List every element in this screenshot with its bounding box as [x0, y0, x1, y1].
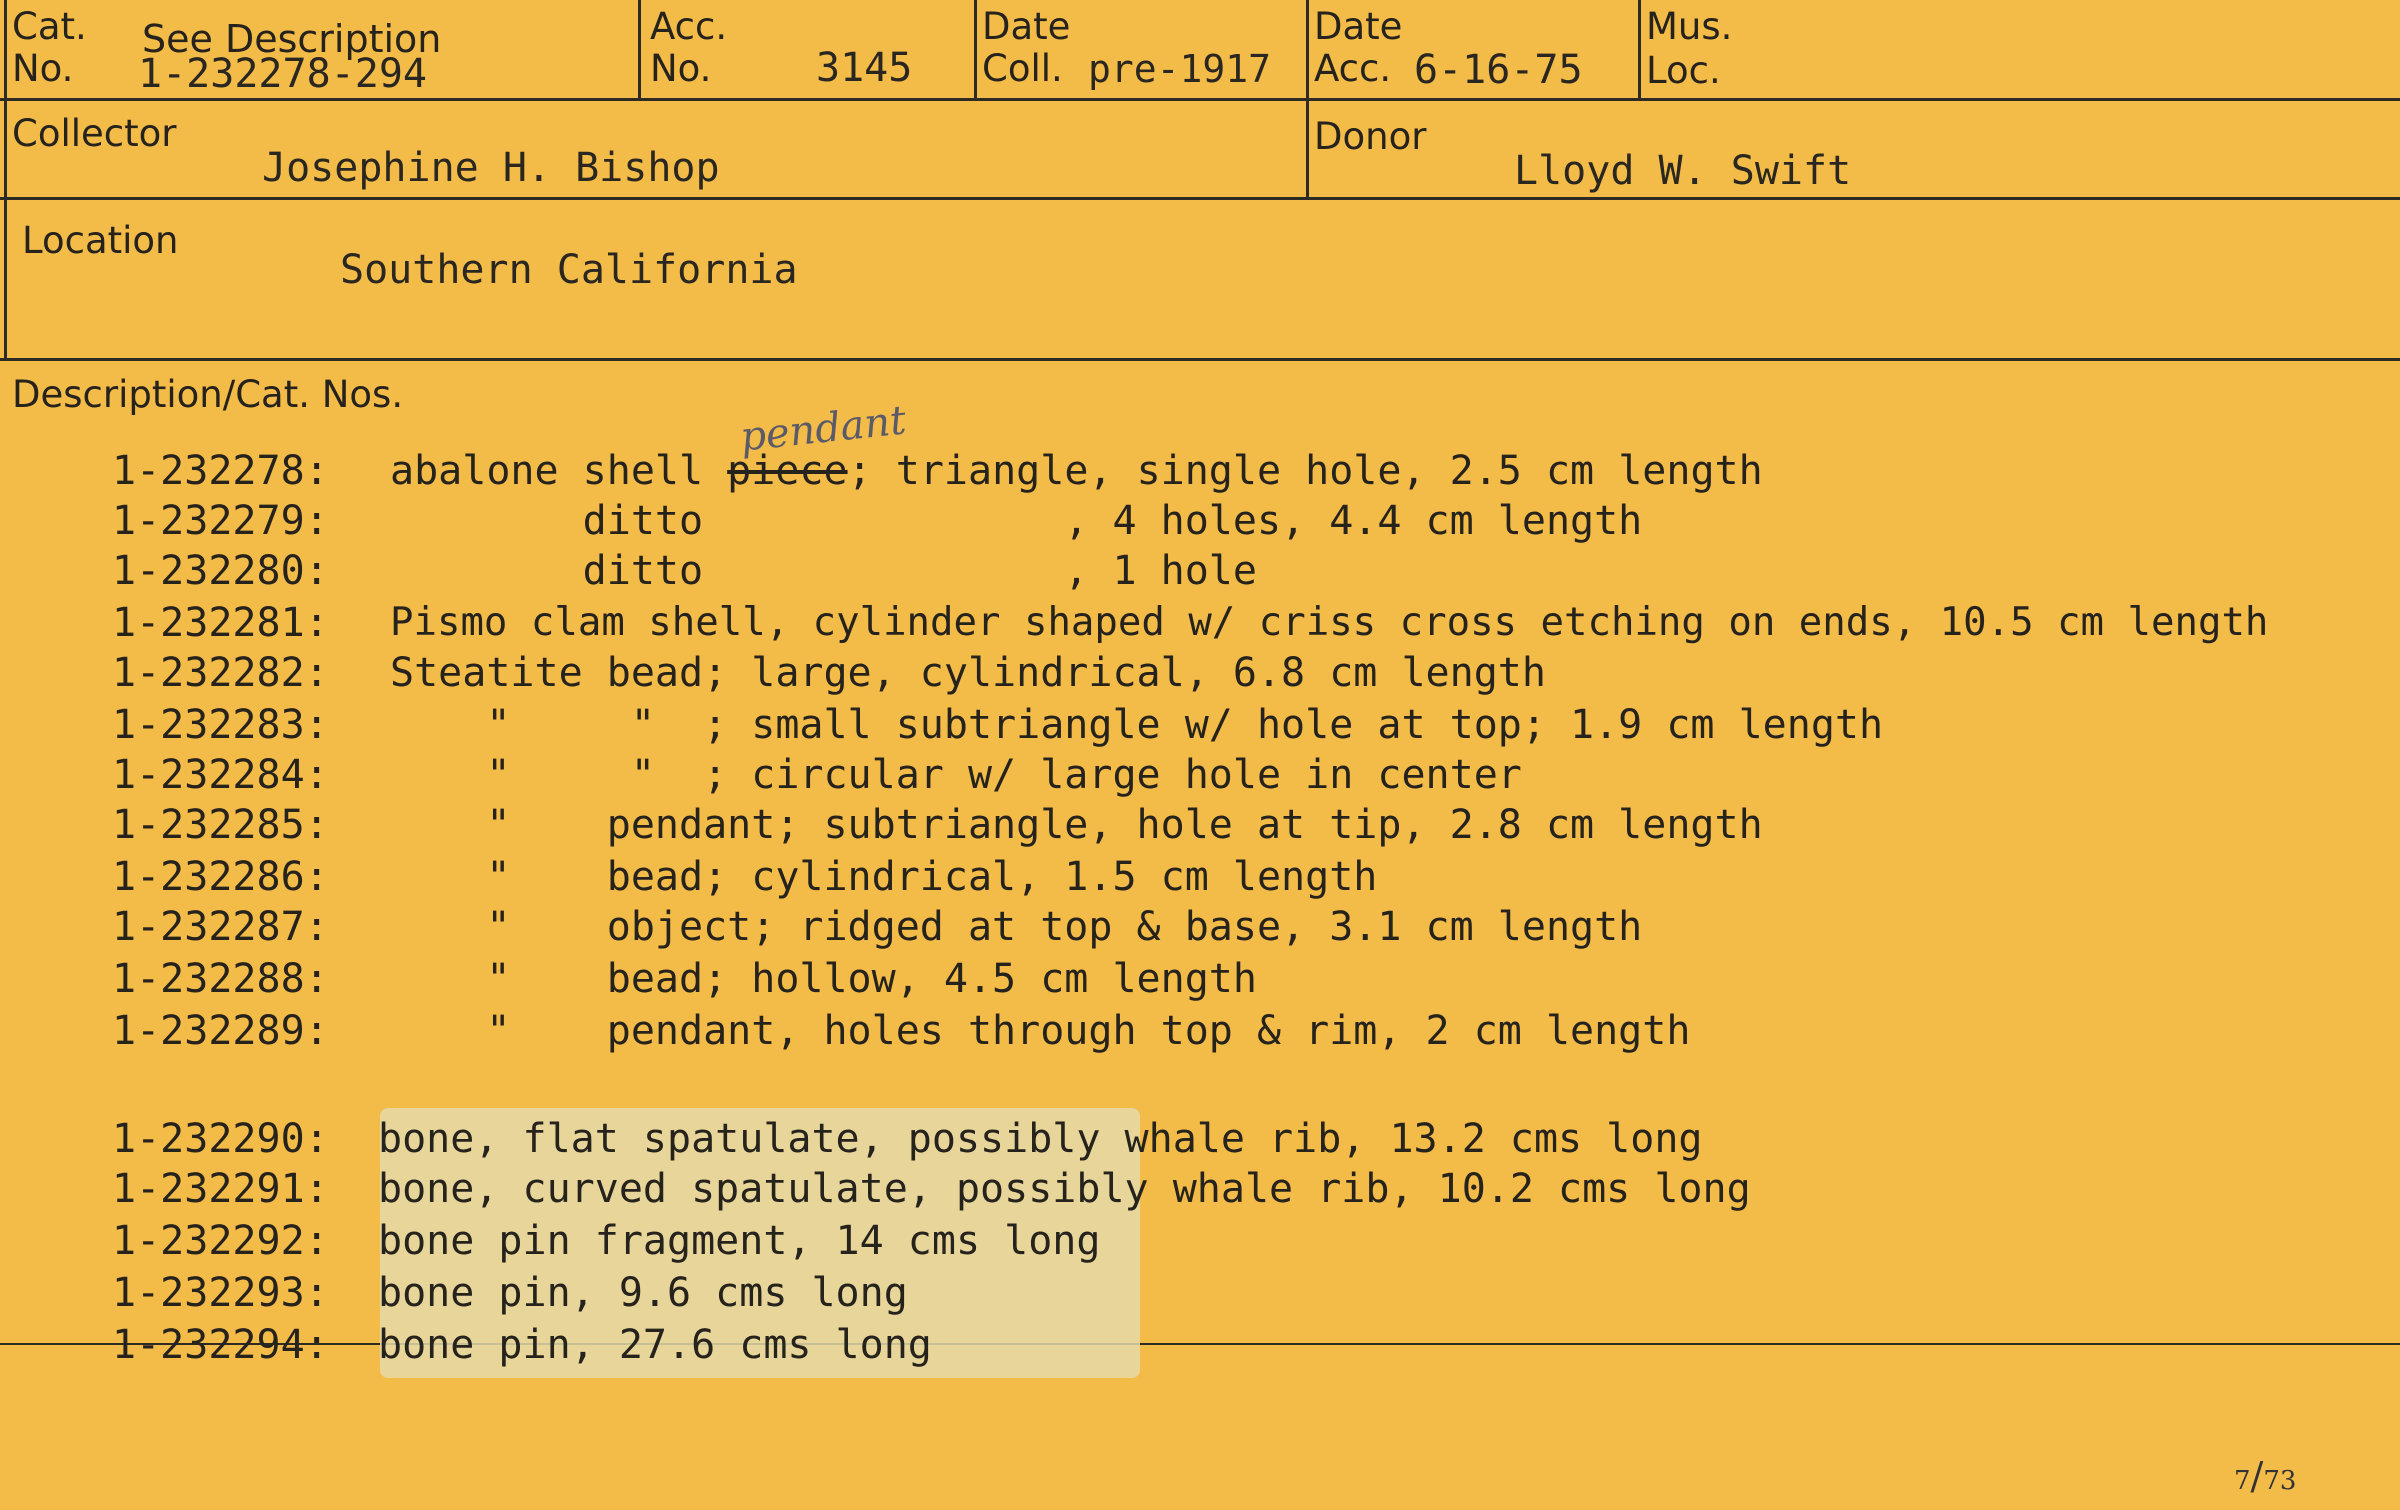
catalog-number: 1-232284:: [112, 752, 329, 798]
item-description: bone pin, 9.6 cms long: [378, 1270, 908, 1316]
donor-label: Donor: [1314, 115, 1427, 158]
catalog-number: 1-232291:: [112, 1166, 329, 1212]
collector-bottom-rule: [0, 197, 2400, 200]
item-description: Pismo clam shell, cylinder shaped w/ criss cross etching on ends, 10.5 cm length: [390, 600, 2269, 645]
item-description: ditto , 4 holes, 4.4 cm length: [390, 498, 1643, 544]
cat-value-line2: 1-232278-294: [138, 51, 427, 97]
catalog-number: 1-232288:: [112, 956, 329, 1002]
header-divider-4: [1638, 0, 1641, 99]
date-coll-label-line1: Date: [982, 5, 1071, 48]
form-number-part: 7: [2234, 1466, 2251, 1496]
location-value: Southern California: [340, 247, 798, 293]
left-border: [4, 0, 7, 360]
description-label: Description/Cat. Nos.: [12, 373, 404, 416]
catalog-number: 1-232283:: [112, 702, 329, 748]
item-description: abalone shell: [390, 448, 728, 494]
item-description: " bead; cylindrical, 1.5 cm length: [390, 854, 1378, 900]
item-description: " pendant; subtriangle, hole at tip, 2.8 cm length: [390, 802, 1763, 848]
item-description: bone, flat spatulate, possibly whale rib, 13.2 cms long: [378, 1116, 1703, 1162]
date-acc-label-line2: Acc.: [1314, 47, 1392, 90]
catalog-number: 1-232278:: [112, 448, 329, 494]
catalog-number: 1-232287:: [112, 904, 329, 950]
location-label: Location: [22, 219, 179, 262]
item-description: " " ; small subtriangle w/ hole at top; 1.9 cm length: [390, 702, 1884, 748]
item-description: bone pin fragment, 14 cms long: [378, 1218, 1101, 1264]
header-divider-2: [974, 0, 977, 99]
catalog-number: 1-232292:: [112, 1218, 329, 1264]
cat-label-line2: No.: [12, 47, 74, 90]
acc-number: 3145: [816, 45, 913, 91]
item-description: ditto , 1 hole: [390, 548, 1257, 594]
collector-label: Collector: [12, 112, 177, 155]
item-description: Steatite bead; large, cylindrical, 6.8 cm length: [390, 650, 1546, 696]
collector-value: Josephine H. Bishop: [262, 145, 720, 191]
catalog-number: 1-232289:: [112, 1008, 329, 1054]
catalog-number: 1-232279:: [112, 498, 329, 544]
catalog-number: 1-232281:: [112, 600, 329, 646]
date-coll-label-line2: Coll.: [982, 47, 1063, 90]
form-number: [2234, 1454, 2296, 1498]
item-description: " bead; hollow, 4.5 cm length: [390, 956, 1257, 1002]
item-description: " " ; circular w/ large hole in center: [390, 752, 1522, 798]
item-description: bone pin, 27.6 cms long: [378, 1322, 932, 1368]
header-divider-1: [638, 0, 641, 99]
acc-label-line2: No.: [650, 47, 712, 90]
strike-rule: [0, 1343, 2400, 1345]
date-acc-label-line1: Date: [1314, 5, 1403, 48]
struck-word: piece: [727, 448, 848, 494]
item-description: ; triangle, single hole, 2.5 cm length: [847, 448, 1763, 494]
catalog-number: 1-232290:: [112, 1116, 329, 1162]
catalog-number: 1-232282:: [112, 650, 329, 696]
mus-loc-label-line1: Mus.: [1646, 5, 1733, 48]
slash-glyph: /: [2250, 1454, 2264, 1498]
location-bottom-rule: [0, 358, 2400, 361]
catalog-number: 1-232285:: [112, 802, 329, 848]
catalog-number: 1-232294:: [112, 1322, 329, 1368]
item-description: " object; ridged at top & base, 3.1 cm length: [390, 904, 1643, 950]
item-description: " pendant, holes through top & rim, 2 cm length: [390, 1008, 1691, 1054]
header-bottom-rule: [0, 98, 2400, 101]
form-number-part: 73: [2263, 1466, 2297, 1496]
catalog-number: 1-232286:: [112, 854, 329, 900]
date-collected: pre-1917: [1088, 47, 1272, 91]
header-divider-3: [1306, 0, 1309, 199]
donor-value: Lloyd W. Swift: [1514, 148, 1852, 194]
date-accessioned: 6-16-75: [1414, 47, 1583, 93]
mus-loc-label-line2: Loc.: [1646, 49, 1721, 92]
cat-label-line1: Cat.: [12, 5, 87, 48]
cat-value-line1: See Description: [142, 17, 442, 61]
handwritten-insert: pendant: [738, 397, 909, 461]
catalog-number: 1-232293:: [112, 1270, 329, 1316]
item-description: bone, curved spatulate, possibly whale rib, 10.2 cms long: [378, 1166, 1751, 1212]
acc-label-line1: Acc.: [650, 5, 728, 48]
catalog-number: 1-232280:: [112, 548, 329, 594]
